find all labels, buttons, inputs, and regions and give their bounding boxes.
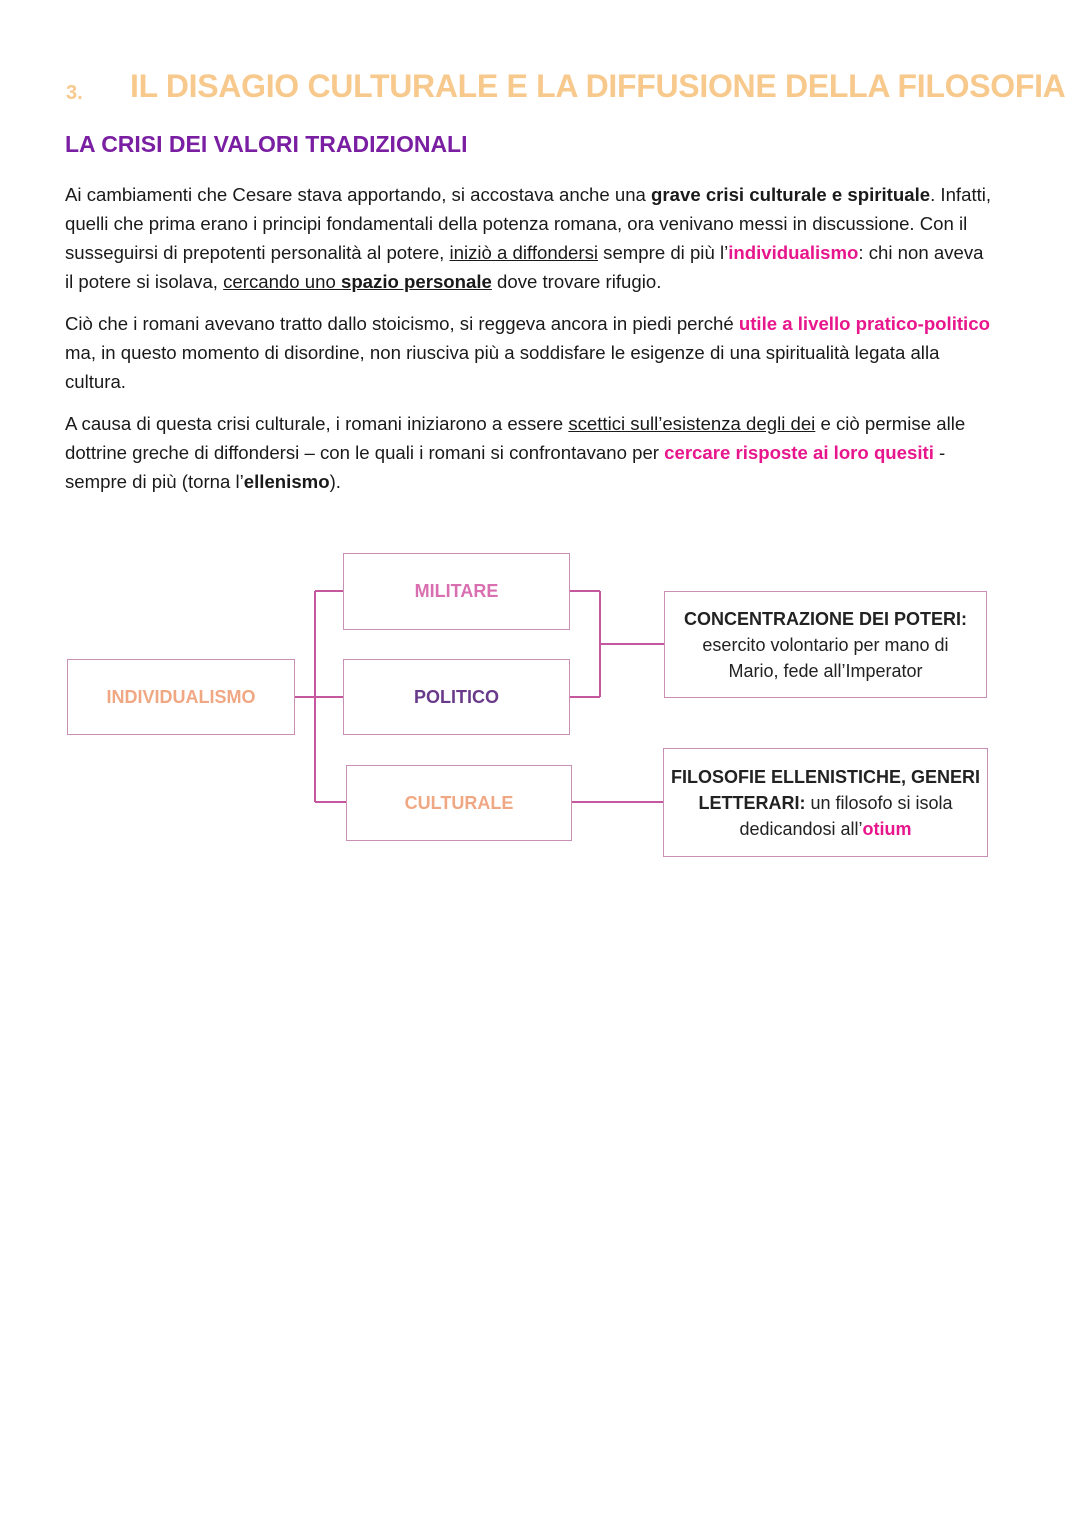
- node-militare: MILITARE: [343, 553, 570, 630]
- node-filosofie-ellenistiche: FILOSOFIE ELLENISTICHE, GENERI LETTERARI: un filosofo si isola dedicandosi all’otium: [663, 748, 988, 857]
- paragraph-3: A causa di questa crisi culturale, i romani iniziarono a essere scettici sull’esistenza degli dei e ciò permise alle dottrine greche di diffondersi – con le quali i romani si confrontavano per cercare risposte ai loro quesiti - sempre di più (torna l’ellenismo).: [65, 413, 966, 492]
- subsection-title: LA CRISI DEI VALORI TRADIZIONALI: [65, 131, 468, 157]
- paragraph-2: Ciò che i romani avevano tratto dallo stoicismo, si reggeva ancora in piedi perché utile a livello pratico-politico ma, in questo momento di disordine, non riusciva più a soddisfare le esigenze di una spiritualità legata alla cultura.: [65, 313, 990, 392]
- node-politico: POLITICO: [343, 659, 570, 735]
- section-number: 3.: [66, 82, 83, 104]
- node-concentrazione-poteri: CONCENTRAZIONE DEI POTERI: esercito volontario per mano di Mario, fede all’Imperator: [664, 591, 987, 698]
- section-title: IL DISAGIO CULTURALE E LA DIFFUSIONE DELLA FILOSOFIA: [130, 68, 1066, 104]
- node-individualismo: INDIVIDUALISMO: [67, 659, 295, 735]
- node-culturale: CULTURALE: [346, 765, 572, 841]
- paragraph-1: Ai cambiamenti che Cesare stava apportando, si accostava anche una grave crisi culturale e spirituale. Infatti, quelli che prima erano i principi fondamentali della potenza romana, ora venivano messi in discussione. Con il susseguirsi di prepotenti personalità al potere, iniziò a diffondersi sempre di più l’individualismo: chi non aveva il potere si isolava, cercando uno spazio personale dove trovare rifugio.: [65, 184, 992, 292]
